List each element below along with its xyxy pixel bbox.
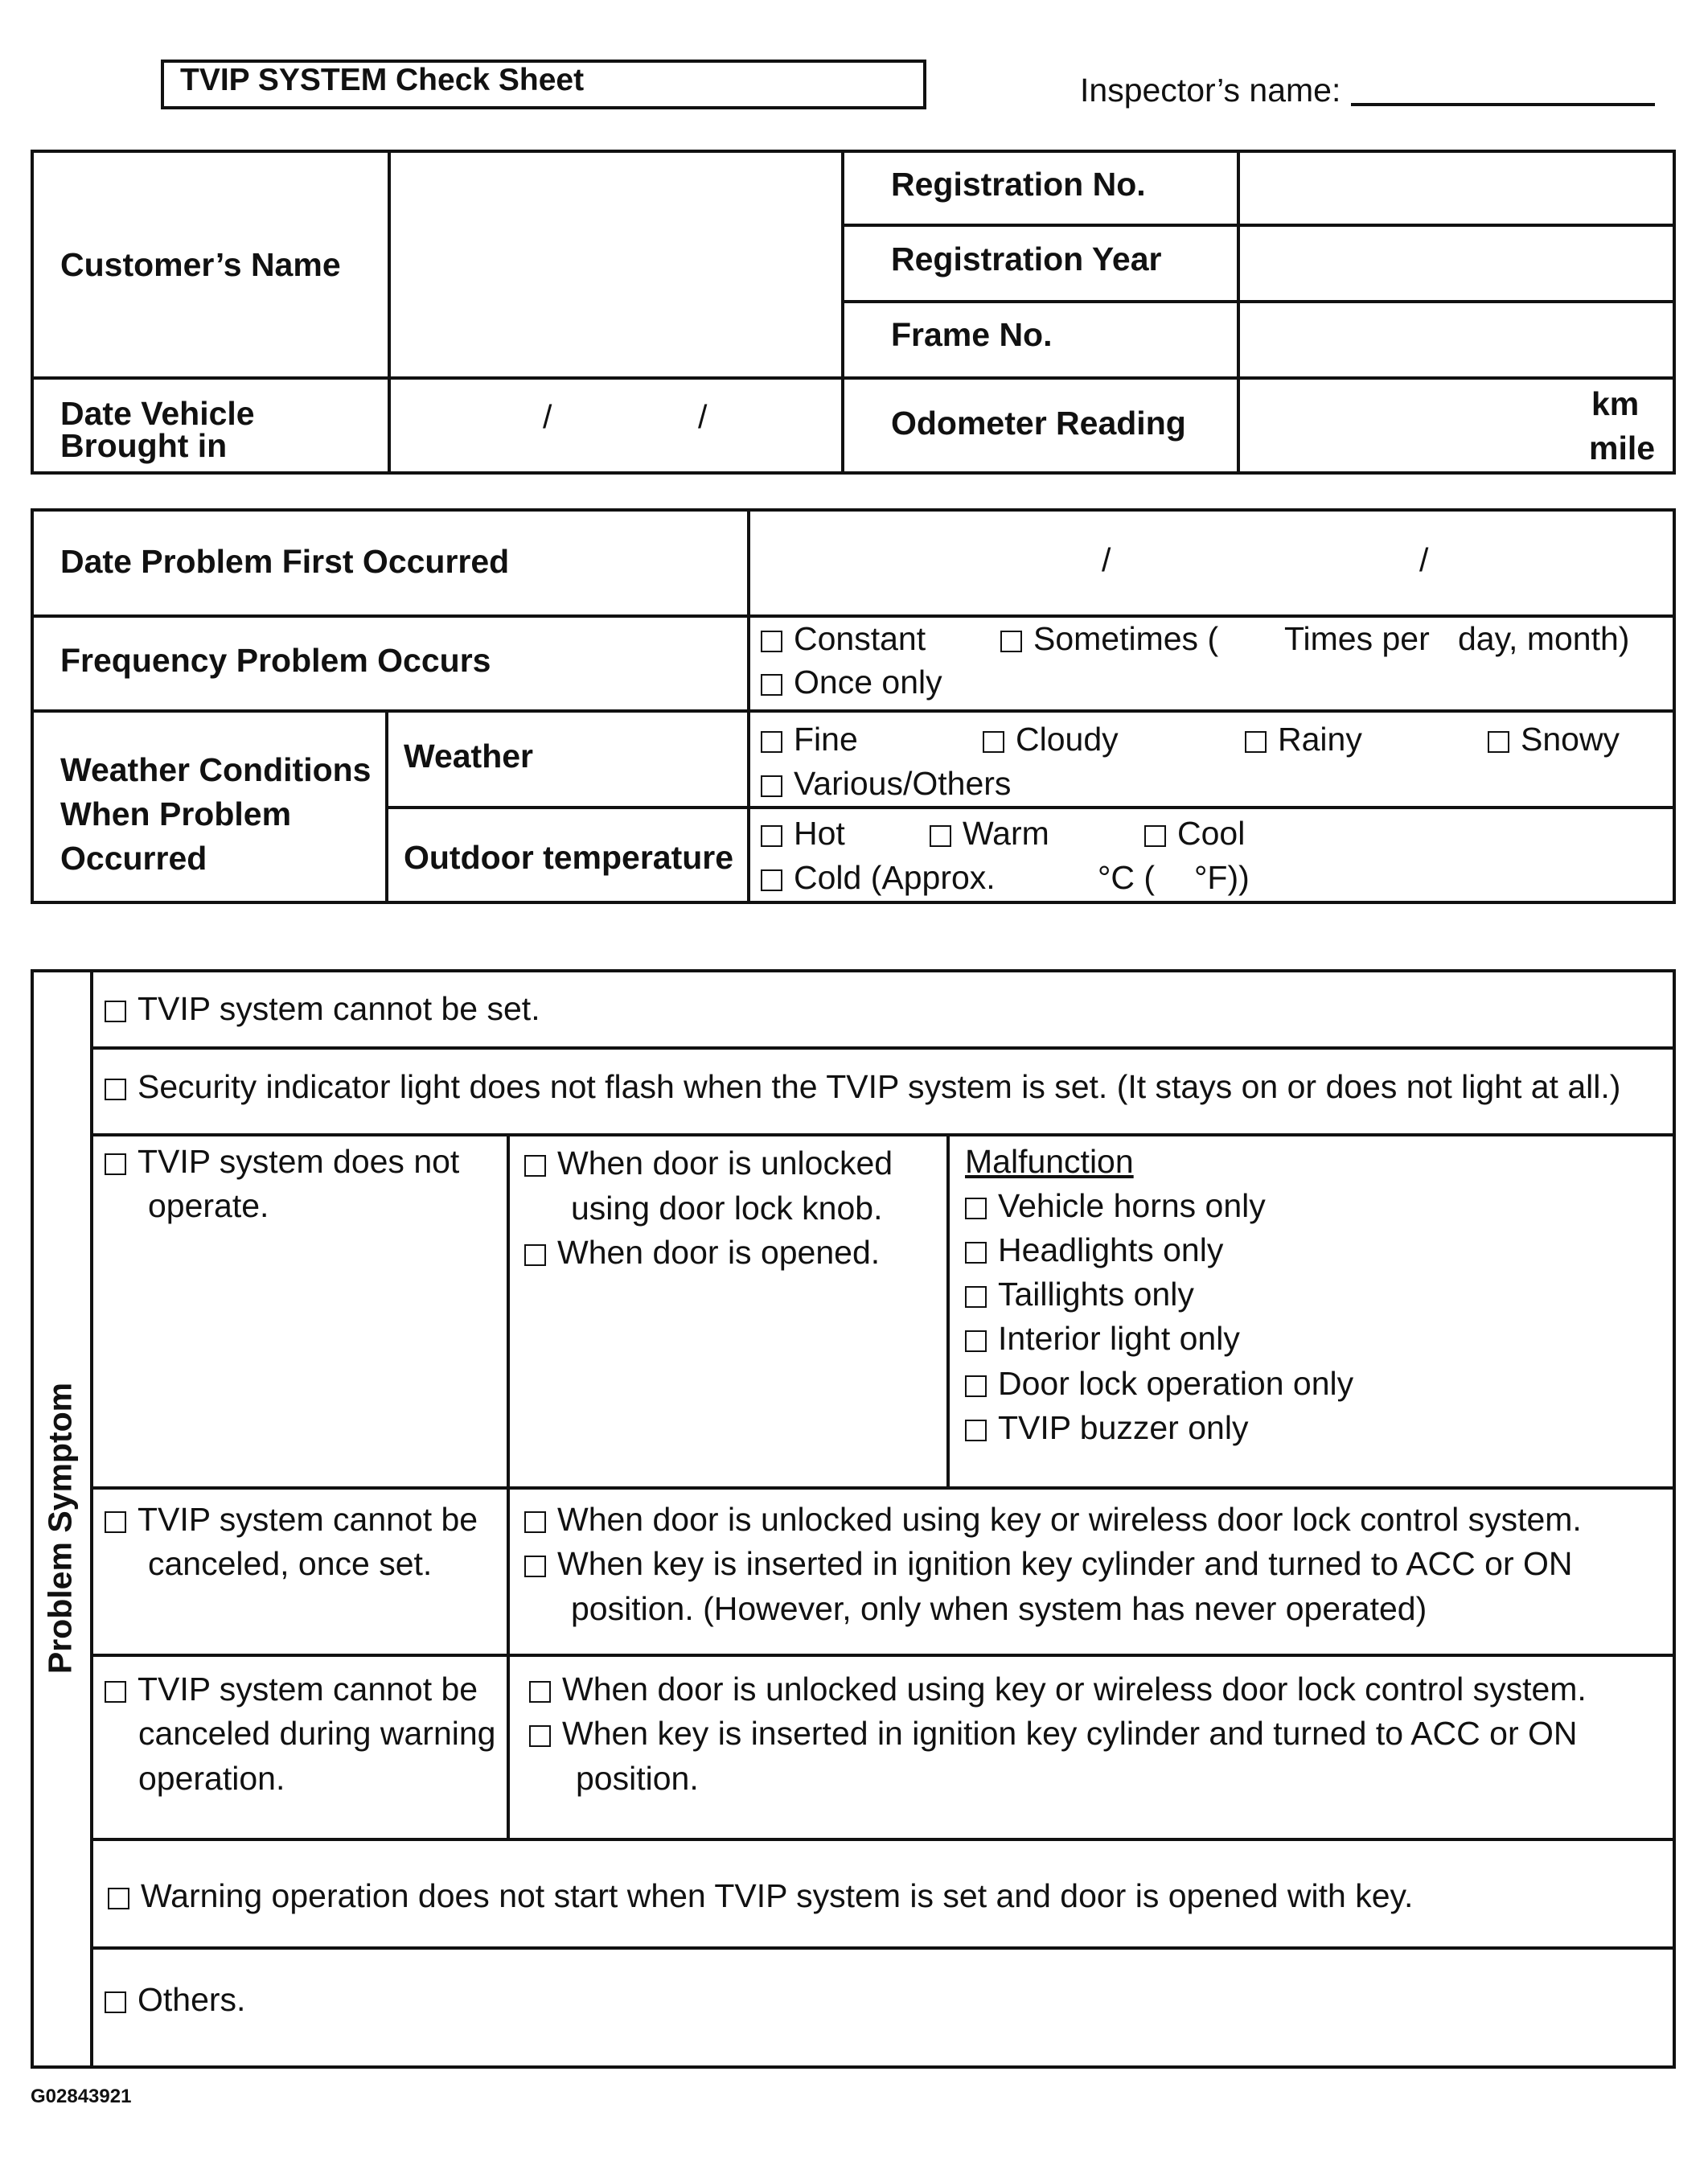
registration-no-field[interactable] [1240, 153, 1673, 224]
option-unlock-knob[interactable]: When door is unlocked [524, 1144, 893, 1183]
times-per-label: Times per [1284, 620, 1430, 657]
checkbox[interactable] [761, 775, 782, 797]
page-title: TVIP SYSTEM Check Sheet [180, 63, 585, 97]
checkbox[interactable] [105, 1511, 126, 1533]
checkbox[interactable] [529, 1681, 551, 1703]
inspector-name-line[interactable] [1351, 103, 1655, 106]
option-various[interactable]: Various/Others [761, 764, 1011, 804]
symptom-not-operate[interactable]: TVIP system does not [105, 1142, 459, 1182]
frame-no-field[interactable] [1240, 303, 1673, 376]
checkbox[interactable] [524, 1556, 546, 1577]
checkbox[interactable] [965, 1420, 987, 1441]
deg-f-label: °F)) [1194, 859, 1250, 896]
date-separator: / [1419, 541, 1429, 578]
date-separator: / [543, 398, 552, 435]
option-cloudy[interactable]: Cloudy [983, 720, 1119, 759]
checkbox[interactable] [930, 825, 951, 847]
checkbox[interactable] [105, 1153, 126, 1175]
customer-name-label: Customer’s Name [60, 246, 341, 283]
registration-no-label: Registration No. [891, 166, 1146, 203]
option-headlights[interactable]: Headlights only [965, 1231, 1223, 1270]
option-constant[interactable]: Constant [761, 619, 926, 659]
checkbox[interactable] [1000, 631, 1022, 652]
day-month-label: day, month) [1458, 620, 1630, 657]
weather-label: Weather [404, 738, 534, 775]
option-unlock-key-2[interactable]: When door is unlocked using key or wireless door lock control system. [529, 1670, 1587, 1709]
checkbox[interactable] [965, 1198, 987, 1219]
frame-no-label: Frame No. [891, 316, 1053, 353]
outdoor-temp-label: Outdoor temperature [404, 839, 734, 876]
option-cold[interactable]: Cold (Approx. [761, 858, 996, 898]
option-door-opened[interactable]: When door is opened. [524, 1233, 880, 1272]
symptom-not-operate-cont: operate. [148, 1187, 269, 1224]
checkbox[interactable] [105, 1001, 126, 1022]
checkbox[interactable] [983, 731, 1004, 753]
option-key-inserted-2-cont: position. [576, 1760, 699, 1797]
option-warm[interactable]: Warm [930, 814, 1049, 853]
option-once-only[interactable]: Once only [761, 663, 942, 702]
option-snowy[interactable]: Snowy [1488, 720, 1620, 759]
checkbox[interactable] [1245, 731, 1267, 753]
option-sometimes[interactable]: Sometimes ( [1000, 619, 1218, 659]
symptom-cannot-cancel[interactable]: TVIP system cannot be [105, 1500, 478, 1539]
checkbox[interactable] [524, 1511, 546, 1533]
symptom-cannot-set[interactable]: TVIP system cannot be set. [105, 989, 540, 1029]
km-unit: km [1591, 385, 1640, 422]
checkbox[interactable] [524, 1244, 546, 1266]
problem-symptom-label: Problem Symptom [41, 1382, 79, 1675]
checkbox[interactable] [965, 1286, 987, 1308]
checkbox[interactable] [529, 1725, 551, 1747]
checkbox[interactable] [761, 631, 782, 652]
checkbox[interactable] [1144, 825, 1166, 847]
option-unlock-knob-cont: using door lock knob. [571, 1190, 883, 1227]
registration-year-field[interactable] [1240, 227, 1673, 300]
frequency-label: Frequency Problem Occurs [60, 642, 491, 679]
deg-c-label: °C ( [1098, 859, 1156, 896]
date-vehicle-label: Date Vehicle [60, 395, 255, 432]
option-key-inserted-cont: position. (However, only when system has never operated) [571, 1590, 1427, 1627]
symptom-cannot-cancel-warning-cont: operation. [138, 1760, 285, 1797]
checkbox[interactable] [965, 1242, 987, 1264]
odometer-label: Odometer Reading [891, 405, 1186, 442]
weather-conditions-label: Weather Conditions When Problem Occurred [60, 751, 372, 877]
option-rainy[interactable]: Rainy [1245, 720, 1362, 759]
option-cool[interactable]: Cool [1144, 814, 1245, 853]
customer-name-field[interactable] [391, 153, 840, 376]
option-key-inserted-2[interactable]: When key is inserted in ignition key cylinder and turned to ACC or ON [529, 1714, 1578, 1753]
symptom-warning-not-start[interactable]: Warning operation does not start when TVIP system is set and door is opened with key. [108, 1876, 1413, 1916]
malfunction-heading: Malfunction [965, 1143, 1134, 1180]
symptom-cannot-cancel-warning-cont: canceled during warning [138, 1715, 496, 1752]
date-separator: / [698, 398, 708, 435]
figure-code: G02843921 [31, 2086, 132, 2107]
checkbox[interactable] [524, 1155, 546, 1177]
option-horns[interactable]: Vehicle horns only [965, 1186, 1266, 1226]
checkbox[interactable] [108, 1888, 129, 1909]
checkbox[interactable] [761, 731, 782, 753]
checkbox[interactable] [1488, 731, 1509, 753]
inspector-label: Inspector’s name: [1080, 72, 1341, 109]
registration-year-label: Registration Year [891, 240, 1162, 277]
checkbox[interactable] [105, 1991, 126, 2013]
checkbox[interactable] [761, 825, 782, 847]
checkbox[interactable] [965, 1330, 987, 1352]
mile-unit: mile [1589, 430, 1656, 466]
option-hot[interactable]: Hot [761, 814, 845, 853]
option-key-inserted[interactable]: When key is inserted in ignition key cylinder and turned to ACC or ON [524, 1544, 1573, 1584]
checkbox[interactable] [761, 869, 782, 891]
date-separator: / [1102, 541, 1111, 578]
checkbox[interactable] [105, 1079, 126, 1100]
option-fine[interactable]: Fine [761, 720, 858, 759]
checkbox[interactable] [761, 674, 782, 696]
option-door-lock-op[interactable]: Door lock operation only [965, 1364, 1353, 1404]
symptom-cannot-cancel-warning[interactable]: TVIP system cannot be [105, 1670, 478, 1709]
option-taillights[interactable]: Taillights only [965, 1275, 1194, 1314]
brought-in-label: Brought in [60, 427, 228, 464]
checkbox[interactable] [965, 1375, 987, 1397]
symptom-indicator[interactable]: Security indicator light does not flash when the TVIP system is set. (It stays on or does not light at all.) [105, 1067, 1620, 1107]
checkbox[interactable] [105, 1681, 126, 1703]
date-problem-label: Date Problem First Occurred [60, 543, 510, 580]
symptom-others[interactable]: Others. [105, 1980, 245, 2020]
option-interior[interactable]: Interior light only [965, 1319, 1240, 1358]
option-unlock-key[interactable]: When door is unlocked using key or wireless door lock control system. [524, 1500, 1582, 1539]
option-buzzer[interactable]: TVIP buzzer only [965, 1408, 1248, 1448]
symptom-cannot-cancel-cont: canceled, once set. [148, 1545, 433, 1582]
